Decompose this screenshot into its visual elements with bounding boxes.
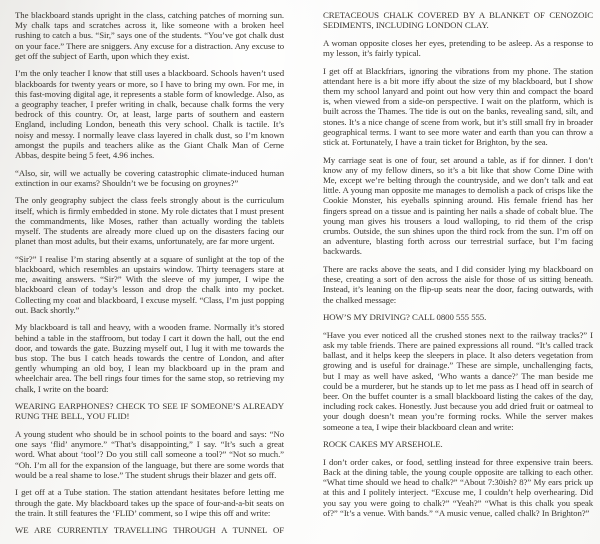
- paragraph: There are racks above the seats, and I did consider lying my blackboard on these, creating a sort of den across the aisle for those of us sitting beneath. Instead, it’s leaning on the flip-up seats near the door, facing outwards, with the chalked message:: [323, 264, 593, 305]
- paragraph: I don’t order cakes, or food, settling instead for three expensive train beers. Back at the dining table, the young couple opposite are talking to each other. “What time should we head to chalk?” “About 7:30ish? 8?” My ears prick up at this and I politely interject. “Excuse me, I couldn’t help overhearing. Did you say you were going to chalk?” “Yeah?” “What is this chalk you speak of?” “It’s a venue. With bands.” “A music venue, called chalk? In Brighton?”: [323, 456, 593, 518]
- paragraph: I get off at Blackfriars, ignoring the vibrations from my phone. The station attendant here is a bit more iffy about the size of my blackboard, but I show them my school lanyard and point out how very thin and compact the board is, when viewed from a side-on perspective. I wait on the platform, which is built across the Thames. The tide is out on the banks, revealing sand, silt, and stones. It’s a nice change of scene from work, but it’s still small fry in broader geographical terms. I want to see more water and earth than you can throw a stick at. Fortunately, I have a train ticket for Brighton, by the sea.: [323, 65, 593, 148]
- chalk-message: ROCK CAKES MY ARSEHOLE.: [323, 439, 443, 450]
- paragraph: “Also, sir, will we actually be covering catastrophic climate-induced human extinction in our exams? Shouldn’t we be focusing on groynes?”: [15, 167, 284, 188]
- paragraph: I’m the only teacher I know that still uses a blackboard. Schools haven’t used blackboards for twenty years or more, so I have to bring my own. For me, in this fast-moving digital age, it represents a stable form of knowledge. Also, as a geography teacher, I prefer writing in chalk, because chalk forms the very bedrock of this country. Or, at least, large parts of southern and eastern England, including London, beneath this very school. Chalk is tactile. It’s noisy and messy. I normally leave class layered in chalk dust, so I’m known amongst the pupils and teachers alike as the Giant Chalk Man of Cerne Abbas, despite being 5 feet, 4.96 inches.: [15, 68, 284, 161]
- paragraph: My blackboard is tall and heavy, with a wooden frame. Normally it’s stored behind a table in the staffroom, but today I cart it down the hall, out the end door, and towards the gate. Buzzing myself out, I lug it with me towards the bus stop. The bus I catch heads towards the centre of London, and after gently whumping an old boy, I lean my blackboard up in the pram and wheelchair area. The bell rings four times for the same stop, so retrieving my chalk, I write on the board:: [15, 322, 284, 394]
- chalk-message: HOW’S MY DRIVING? CALL 0800 555 555.: [323, 312, 487, 323]
- chalk-message: WEARING EARPHONES? CHECK TO SEE IF SOMEONE’S ALREADY RUNG THE BELL, YOU FLID!: [15, 401, 284, 422]
- chalk-message: CRETACEOUS CHALK COVERED BY A BLANKET OF CENOZOIC SEDIMENTS, INCLUDING LONDON CLAY.: [323, 10, 593, 31]
- chalk-message: WE ARE CURRENTLY TRAVELLING THROUGH A TUNNEL OF: [15, 525, 284, 536]
- paragraph: My carriage seat is one of four, set around a table, as if for dinner. I don’t know any of my fellow diners, so it’s a bit like that show Come Dine with Me, except we’re belting through the countryside, and we don’t talk and eat little. A young man opposite me manages to demolish a pack of crisps like the Cookie Monster, his eyeballs spinning around. His female friend has her fingers spread on a tissue and is painting her nails a shade of cobalt blue. The young man gives his trousers a loud walloping, to rid them of the crisp crumbs. Outside, the sun shines upon the third rock from the sun. I’m off on an adventure, blasting forth across our terrestrial surface, but I’m facing backwards.: [323, 154, 593, 257]
- paragraph: The only geography subject the class feels strongly about is the curriculum itself, which is firmly embedded in stone. My role dictates that I must present the commandments, like Moses, rather than actually wording the tablets myself. The students are already more clued up on the disasters facing our planet than most adults, but their exams, unfortunately, are far more urgent.: [15, 195, 284, 247]
- paragraph: The blackboard stands upright in the class, catching patches of morning sun. My chalk taps and scratches across it, like someone with a broken heel rushing to catch a bus. “Sir,” says one of the students. “You’ve got chalk dust on your face.” There are sniggers. Any excuse for a distraction. Any excuse to get off the subject of Earth, upon which they exist.: [15, 10, 284, 61]
- paragraph: “Have you ever noticed all the crushed stones next to the railway tracks?” I ask my table friends. There are pained expressions all round. “It’s called track ballast, and it helps keep the sleepers in place. It also deters vegetation from growing and is useful for drainage.” These are simple, unchallenging facts, but I may as well have asked, ‘Who wants a dance?’ The man beside me could be a murderer, but he stands up to let me pass as I head off in search of beer. On the buffet counter is a small blackboard listing the cakes of the day, including rock cakes. Honestly. Just because you add dried fruit or oatmeal to your dough doesn’t mean you’re forming rocks. While the server makes someone a tea, I wipe their blackboard clean and write:: [323, 329, 593, 432]
- paragraph: “Sir?” I realise I’m staring absently at a square of sunlight at the top of the blackboard, which resembles an upstairs window. Thirty teenagers stare at me, awaiting answers. “Sir?” With the sleeve of my jumper, I wipe the blackboard clean of today’s lesson and drop the chalk into my pocket. Collecting my coat and blackboard, I excuse myself. “Class, I’m just popping out. Back shortly.”: [15, 253, 284, 315]
- paragraph: I get off at a Tube station. The station attendant hesitates before letting me through the gate. My blackboard takes up the space of four-and-a-bit seats on the train. It still features the ‘FLID’ comment, so I wipe this off and write:: [15, 487, 284, 518]
- right-column: [323, 10, 593, 518]
- paragraph: A young student who should be in school points to the board and says: “No one says ‘flid’ anymore.” “That’s disappointing,” I say. “It’s such a great word. What about ‘tool’? Do you still call someone a tool?” “Not so much.” “Oh. I’m all for the expansion of the language, but there are some words that would be a real shame to lose.” The student shrugs their blazer and gets off.: [15, 429, 284, 480]
- left-column: [15, 10, 284, 536]
- paragraph: A woman opposite closes her eyes, pretending to be asleep. As a response to my lesson, it’s fairly typical.: [323, 37, 593, 58]
